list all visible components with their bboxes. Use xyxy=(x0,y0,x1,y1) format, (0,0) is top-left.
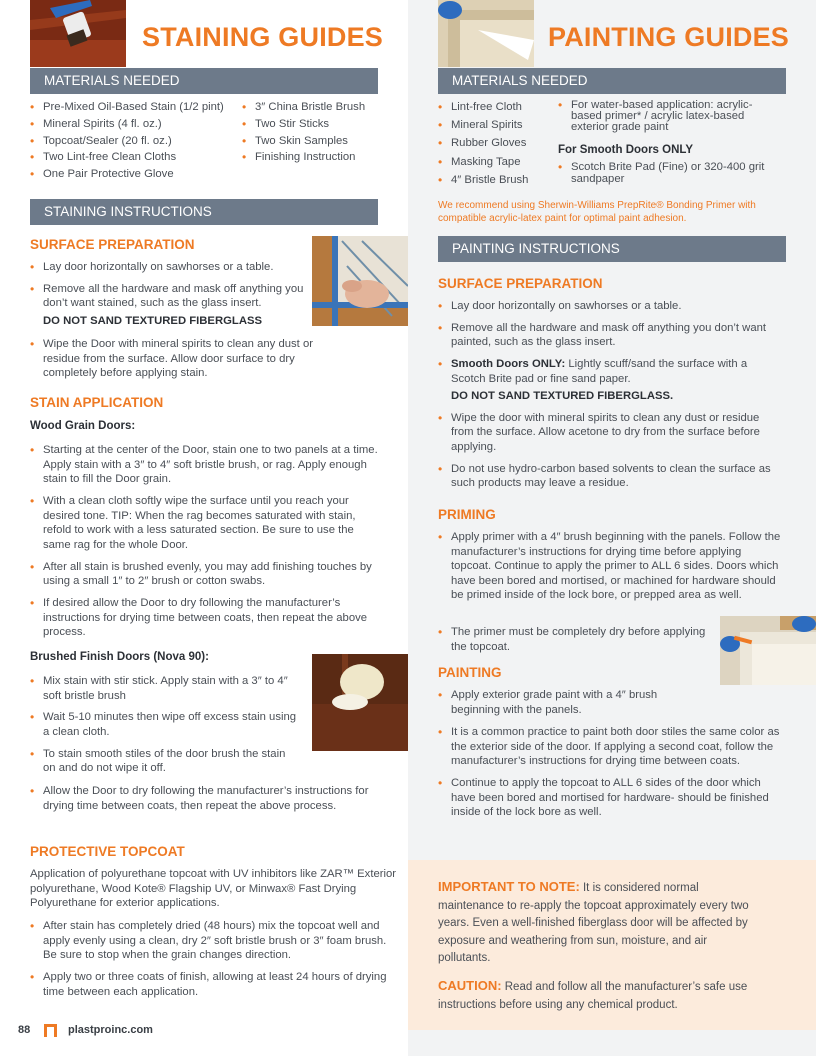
priming-list xyxy=(438,530,784,603)
caution-text: Read and follow all the manufacturer’s safe use instructions before using any chemical product. xyxy=(438,981,748,1011)
painting-materials-header: MATERIALS NEEDED xyxy=(438,68,786,94)
caution-label: CAUTION: xyxy=(438,978,502,993)
painting-list-cont xyxy=(438,725,786,820)
list-item: • With a clean cloth softly wipe the surface until you reach your desired tone. TIP: When the rag becomes saturated with stain, refold to work with a less saturated section. Be sure to use the same rag for the whole Door. xyxy=(30,494,378,552)
list-item: • 4″ Bristle Brush xyxy=(438,173,558,188)
brushed-finish-list-cont xyxy=(30,784,378,813)
important-text: It is considered normal maintenance to re-apply the topcoat approximately every two years. Even a well-finished fiberglass door will be affected by exposure and weathering from sun, moisture, and air pollutants. xyxy=(438,882,749,965)
list-item: • Rubber Gloves xyxy=(438,136,558,151)
protective-topcoat-heading: PROTECTIVE TOPCOAT xyxy=(30,844,185,859)
caution-note xyxy=(438,977,750,1014)
important-label: IMPORTANT TO NOTE: xyxy=(438,879,580,894)
priming-heading: PRIMING xyxy=(438,507,496,522)
list-item: • Apply primer with a 4″ brush beginning with the panels. Follow the manufacturer’s instructions for drying time before applying topcoat. Continue to apply the primer to ALL 6 sides. Doors which have been bored and mortised, or machined for hardware should be primed inside of the lock bore, or prepped area as well. xyxy=(438,530,784,603)
brushed-finish-heading: Brushed Finish Doors (Nova 90): xyxy=(30,651,209,663)
painting-materials-list-1 xyxy=(438,100,558,187)
painting-heading: PAINTING xyxy=(438,665,502,680)
list-item: • Starting at the center of the Door, stain one to two panels at a time. Apply stain with a 3″ to 4″ soft bristle brush, or rag. Apply enough stain to fill the Door grain. xyxy=(30,443,378,487)
painting-surface-prep-list xyxy=(438,299,784,491)
list-item: • Wipe the door with mineral spirits to clean any dust or residue from the surface. Allow acetone to dry from the surface before applying. xyxy=(438,411,784,455)
list-item-text: Lay door horizontally on sawhorses or a table. xyxy=(43,261,274,273)
list-item: • Finishing Instruction xyxy=(242,150,382,165)
footer-url[interactable]: plastproinc.com xyxy=(68,1024,153,1036)
list-item: • Apply two or three coats of finish, allowing at least 24 hours of drying time between each application. xyxy=(30,970,392,999)
page-number: 88 xyxy=(18,1024,31,1036)
list-item: • Topcoat/Sealer (20 fl. oz.) xyxy=(30,134,245,149)
list-item: • Apply exterior grade paint with a 4″ brush beginning with the panels. xyxy=(438,688,706,717)
list-item: • Mix stain with stir stick. Apply stain with a 3″ to 4″ soft bristle brush xyxy=(30,674,298,703)
painting-surface-prep-heading: SURFACE PREPARATION xyxy=(438,276,603,291)
list-item: • One Pair Protective Glove xyxy=(30,167,245,182)
list-item xyxy=(438,357,784,403)
list-item xyxy=(30,260,308,275)
list-item: • Mineral Spirits (4 fl. oz.) xyxy=(30,117,245,132)
masking-door-photo xyxy=(312,236,408,326)
wood-grain-heading: Wood Grain Doors: xyxy=(30,420,136,432)
smooth-doors-lead: Smooth Doors ONLY: xyxy=(451,358,566,371)
list-item: • After stain has completely dried (48 hours) mix the topcoat well and apply evenly using a clean, dry 2″ soft bristle brush or 3″ foam brush. Be sure to stop when the grain changes direction. xyxy=(30,919,392,963)
list-item-text: Remove all the hardware and mask off anything you don’t want stained, such as the glass insert. xyxy=(43,282,304,310)
stain-application-heading: STAIN APPLICATION xyxy=(30,395,164,410)
list-item: • For water-based application: acrylic-based primer* / acrylic latex-based exterior grade paint xyxy=(558,100,758,133)
topcoat-intro: Application of polyurethane topcoat with UV inhibitors like ZAR™ Exterior polyurethane, Wood Kote® Flagship UV, or Minwax® Fast Drying Polyurethane for exterior applications. xyxy=(30,868,397,910)
topcoat-list xyxy=(30,919,392,999)
list-item: • Lay door horizontally on sawhorses or a table. xyxy=(438,299,784,314)
wiping-stain-photo xyxy=(312,654,408,751)
list-item: • Pre-Mixed Oil-Based Stain (1/2 pint) xyxy=(30,100,245,115)
brushed-finish-list xyxy=(30,674,298,783)
list-item: • Continue to apply the topcoat to ALL 6 sides of the door which have been bored and mortised for hardware- should be finished inside of the lock bore as well. xyxy=(438,776,786,820)
primer-recommendation: We recommend using Sherwin-Williams PrepRite® Bonding Primer with compatible acrylic-latex paint for optimal paint adhesion. xyxy=(438,200,756,224)
painting-materials-list-2 xyxy=(558,100,758,133)
list-item: • Mineral Spirits xyxy=(438,118,558,133)
list-item: • Wipe the Door with mineral spirits to clean any dust or residue from the surface. Allow door surface to dry completely before applying stain. xyxy=(30,337,342,381)
staining-instructions-header: STAINING INSTRUCTIONS xyxy=(30,199,378,225)
list-item: • Remove all the hardware and mask off anything you don’t want painted, such as the glass insert. xyxy=(438,321,784,350)
staining-title: STAINING GUIDES xyxy=(142,22,384,52)
priming-list-cont xyxy=(438,625,706,654)
wood-grain-list xyxy=(30,443,378,640)
priming-door-photo xyxy=(720,616,816,685)
list-item: • After all stain is brushed evenly, you may add finishing touches by using a small 1″ to 2″ brush or cotton swabs. xyxy=(30,560,378,589)
plastpro-logo-icon xyxy=(44,1024,57,1037)
list-item: • If desired allow the Door to dry following the manufacturer’s instructions for drying time between coats, then repeat the above process. xyxy=(30,596,378,640)
list-item: • Two Lint-free Clean Cloths xyxy=(30,150,245,165)
important-note xyxy=(438,878,750,968)
staining-materials-list-2 xyxy=(242,100,382,165)
list-item xyxy=(30,282,308,328)
list-item: • Scotch Brite Pad (Fine) or 320-400 grit sandpaper xyxy=(558,162,768,185)
list-item: • Two Stir Sticks xyxy=(242,117,382,132)
staining-materials-list-1 xyxy=(30,100,245,182)
staining-brush-photo xyxy=(30,0,126,67)
list-item: • Two Skin Samples xyxy=(242,134,382,149)
painting-title: PAINTING GUIDES xyxy=(548,22,790,52)
staining-materials-header: MATERIALS NEEDED xyxy=(30,68,378,94)
list-item-text: Lightly scuff/sand the surface with a Scotch Brite pad or fine sand paper. xyxy=(451,358,748,385)
painting-list xyxy=(438,688,706,717)
list-item: • Masking Tape xyxy=(438,155,558,170)
list-item: • Do not use hydro-carbon based solvents to clean the surface as such products may leave a residue. xyxy=(438,462,784,491)
list-item: • Allow the Door to dry following the manufacturer’s instructions for drying time between coats, then repeat the above process. xyxy=(30,784,378,813)
smooth-doors-heading: For Smooth Doors ONLY xyxy=(558,144,694,156)
list-item: • Wait 5-10 minutes then wipe off excess stain using a clean cloth. xyxy=(30,710,298,739)
sand-warning: DO NOT SAND TEXTURED FIBERGLASS. xyxy=(451,390,674,403)
staining-surface-prep-heading: SURFACE PREPARATION xyxy=(30,237,195,252)
list-item: • Lint-free Cloth xyxy=(438,100,558,115)
staining-surface-prep-list xyxy=(30,260,308,335)
staining-surface-prep-list-cont xyxy=(30,337,342,381)
list-item: • It is a common practice to paint both door stiles the same color as the exterior side of the door. If applying a second coat, follow the manufacturer’s instructions for drying time between coats. xyxy=(438,725,786,769)
smooth-doors-list xyxy=(558,162,768,185)
painting-door-photo xyxy=(438,0,534,67)
list-item: • To stain smooth stiles of the door brush the stain on and do not wipe it off. xyxy=(30,747,298,776)
list-item: • The primer must be completely dry before applying the topcoat. xyxy=(438,625,706,654)
list-item: • 3″ China Bristle Brush xyxy=(242,100,382,115)
sand-warning: DO NOT SAND TEXTURED FIBERGLASS xyxy=(43,314,263,327)
painting-instructions-header: PAINTING INSTRUCTIONS xyxy=(438,236,786,262)
